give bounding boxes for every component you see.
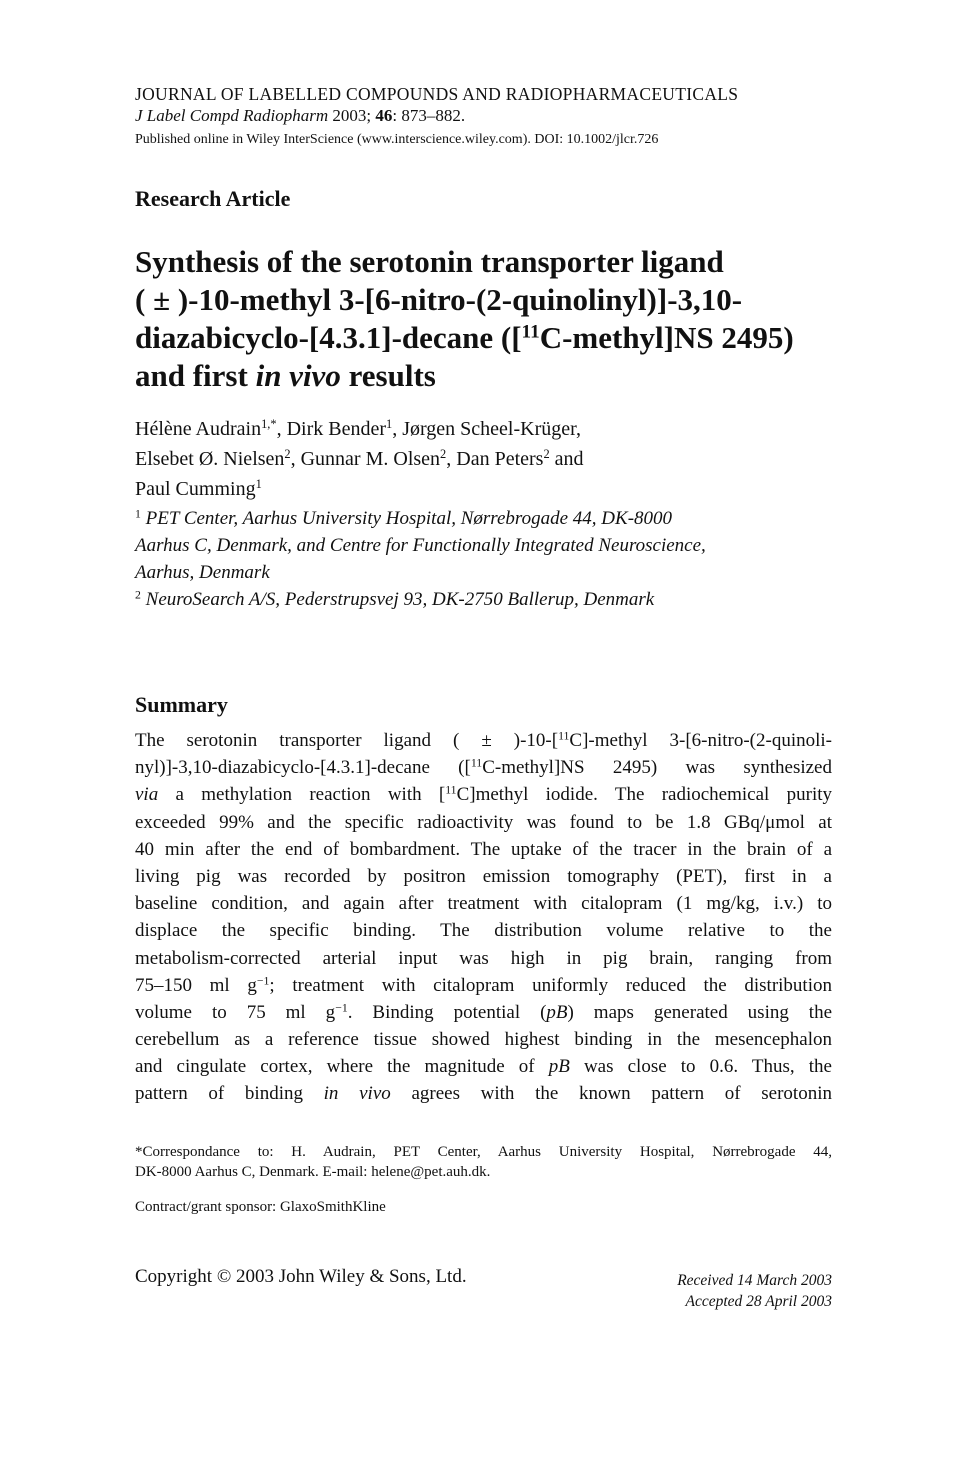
title-line-4: and first in vivo results [135,358,436,393]
correspondence-line-2: DK-8000 Aarhus C, Denmark. E-mail: helene@pet.auh.dk. [135,1164,491,1180]
citation-abbrev: J Label Compd Radiopharm [135,106,329,125]
copyright-notice: Copyright © 2003 John Wiley & Sons, Ltd. [135,1266,467,1287]
article-dates [677,1270,832,1312]
summary-line: displace the specific binding. The distribution volume relative to the [135,920,832,942]
citation-volume: 46 [375,106,393,125]
copyright-icon: © [216,1266,232,1287]
summary-line: living pig was recorded by positron emission tomography (PET), first in a [135,865,832,887]
citation-year: 2003; [328,106,376,125]
summary-body [135,727,832,1108]
summary-line: nyl)]-3,10-diazabicyclo-[4.3.1]-decane ([$^{11}$C-methyl]NS 2495) was synthesized [135,756,832,779]
summary-line: baseline condition, and again after treatment with citalopram (1 mg/kg, i.v.) to [135,893,832,915]
correspondence-footnote [135,1142,832,1182]
title-line-3: diazabicyclo-[4.3.1]-decane ([$^{11}$C-methyl]NS 2495) [135,320,794,355]
journal-name: JOURNAL OF LABELLED COMPOUNDS AND RADIOPHARMACEUTICALS [135,84,739,104]
title-line-1: Synthesis of the serotonin transporter ligand [135,244,724,279]
summary-line: cerebellum as a reference tissue showed highest binding in the mesencephalon [135,1029,832,1051]
author-line-3: Paul Cumming$^1$ [135,477,262,500]
citation-pages: : 873–882. [392,106,466,125]
summary-line: volume to 75 ml $g^{-1}$. Binding potential (pB) maps generated using the [135,1001,833,1023]
summary-line: The serotonin transporter ligand ( ± )-10-[$^{11}$C]-methyl 3-[6-nitro-(2-quinoli- [135,729,833,751]
affiliations [135,505,706,613]
summary-line: and cingulate cortex, where the magnitude of pB was close to 0.6. Thus, the [135,1056,832,1078]
author-list [135,414,584,504]
summary-line: exceeded 99% and the specific radioactivity was found to be 1.8 GBq/μmol at [135,811,832,833]
affiliation-1-line-2: Aarhus C, Denmark, and Centre for Functionally Integrated Neuroscience, [135,535,706,556]
grant-sponsor: Contract/grant sponsor: GlaxoSmithKline [135,1199,386,1215]
affiliation-2: $^2$ NeuroSearch A/S, Pederstrupsvej 93, DK-2750 Ballerup, Denmark [135,588,655,610]
affiliation-1-line-3: Aarhus, Denmark [135,562,270,583]
summary-line: pattern of binding in vivo agrees with the known pattern of serotonin [135,1083,832,1105]
author-line-1: Hélène Audrain$^{1,*}$, Dirk Bender$^1$, Jørgen Scheel-Krüger, [135,417,581,440]
summary-heading: Summary [135,692,228,717]
published-online: Published online in Wiley InterScience (www.interscience.wiley.com). DOI: 10.1002/jlcr.726 [135,132,659,147]
received-date: Received 14 March 2003 [677,1272,832,1289]
correspondence-line-1: *Correspondance to: H. Audrain, PET Center, Aarhus University Hospital, Nørrebrogade 44, [135,1144,832,1160]
title-line-2: ( ± )-10-methyl 3-[6-nitro-(2-quinolinyl)]-3,10- [135,282,743,317]
author-line-2: Elsebet Ø. Nielsen$^2$, Gunnar M. Olsen$^2$, Dan Peters$^2$ and [135,447,584,470]
affiliation-1-line-1: $^1$ PET Center, Aarhus University Hospital, Nørrebrogade 44, DK-8000 [135,507,673,529]
article-title [135,243,855,395]
summary-line: via a methylation reaction with [$^{11}$C]methyl iodide. The radiochemical purity [135,783,832,806]
summary-line: 40 min after the end of bombardment. The uptake of the tracer in the brain of a [135,838,832,860]
summary-line: 75–150 ml $g^{-1}$; treatment with citalopram uniformly reduced the distribution [135,974,832,996]
article-type: Research Article [135,186,291,211]
accepted-date: Accepted 28 April 2003 [685,1293,832,1310]
summary-line: metabolism-corrected arterial input was high in pig brain, ranging from [135,947,832,969]
journal-citation [135,106,465,126]
